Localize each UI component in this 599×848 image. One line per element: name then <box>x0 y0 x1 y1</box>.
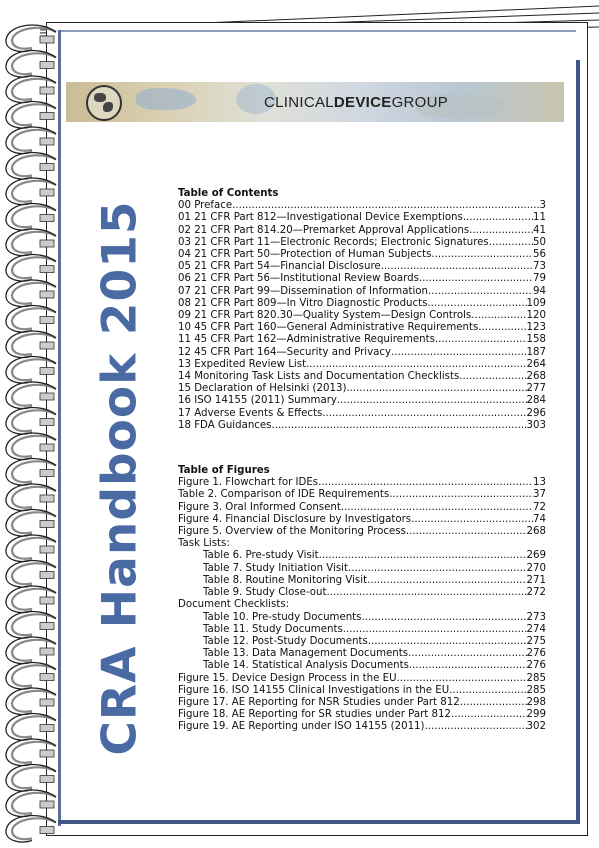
toc-entry[interactable] <box>178 359 546 371</box>
spiral-ring <box>6 382 56 409</box>
tof-entry[interactable] <box>178 563 546 575</box>
spiral-ring <box>6 76 56 103</box>
tof-entry-page: 72 <box>533 501 546 513</box>
leader-dots <box>409 660 527 672</box>
tof-entry-page: 37 <box>533 489 546 501</box>
spiral-ring <box>6 306 56 333</box>
toc-entry-page: 303 <box>526 419 546 431</box>
leader-dots <box>478 322 526 334</box>
leader-dots <box>451 709 527 721</box>
toc-entry-page: 123 <box>526 322 546 334</box>
page-edge-top <box>58 30 576 32</box>
leader-dots <box>306 359 526 371</box>
tof-entry-page: 298 <box>526 696 546 708</box>
tof-entry-title: Figure 5. Overview of the Monitoring Process <box>178 526 406 538</box>
leader-dots <box>318 477 533 489</box>
tof-entry[interactable] <box>178 673 546 685</box>
tof-entry-title: Document Checklists: <box>178 599 290 611</box>
tof-heading: Table of Figures <box>178 465 270 477</box>
leader-dots <box>463 212 533 224</box>
tof-entry[interactable] <box>178 709 546 721</box>
toc-entry-title: 07 21 CFR Part 99—Dissemination of Information <box>178 285 428 297</box>
contents-area <box>178 188 546 734</box>
spiral-ring <box>6 790 56 817</box>
leader-dots <box>428 286 533 298</box>
toc-entry-page: 158 <box>526 334 546 346</box>
toc-entry[interactable] <box>178 225 546 237</box>
toc-entry-title: 10 45 CFR Part 160—General Administrative Requirements <box>178 322 479 334</box>
toc-entry-title: 15 Declaration of Helsinki (2013) <box>178 383 347 395</box>
tof-entry[interactable] <box>178 624 546 636</box>
tof-entry-title: Table 13. Data Management Documents <box>203 648 409 660</box>
toc-heading: Table of Contents <box>178 188 279 199</box>
toc-entry[interactable] <box>178 237 546 249</box>
leader-dots <box>459 371 526 383</box>
toc-entry[interactable] <box>178 408 546 420</box>
toc-entry-title: 18 FDA Guidances <box>178 419 272 431</box>
leader-dots <box>343 624 527 636</box>
leader-dots <box>319 550 527 562</box>
toc-entry[interactable] <box>178 322 546 334</box>
tof-entry-title: Figure 3. Oral Informed Consent <box>178 501 341 513</box>
leader-dots <box>346 383 526 395</box>
spiral-ring <box>6 561 56 588</box>
tof-entry-page: 270 <box>526 562 546 574</box>
spiral-ring <box>6 535 56 562</box>
leader-dots <box>469 225 533 237</box>
leader-dots <box>427 298 526 310</box>
tof-entry-title: Table 6. Pre-study Visit <box>203 550 319 562</box>
tof-entry-page: 285 <box>526 684 546 696</box>
toc-entry[interactable] <box>178 212 546 224</box>
leader-dots <box>389 489 533 501</box>
toc-entry-title: 05 21 CFR Part 54—Financial Disclosure <box>178 261 381 273</box>
toc-entry-page: 268 <box>526 371 546 383</box>
tof-entry[interactable] <box>178 721 546 733</box>
toc-entry-title: 02 21 CFR Part 814.20—Premarket Approval Applications <box>178 224 470 236</box>
toc-entry-title: 08 21 CFR Part 809—In Vitro Diagnostic Products <box>178 297 428 309</box>
spiral-ring <box>6 714 56 741</box>
tof-entry-title: Table 14. Statistical Analysis Documents <box>203 660 409 672</box>
tof-entry-title: Table 2. Comparison of IDE Requirements <box>178 489 390 501</box>
toc-entry[interactable] <box>178 347 546 359</box>
toc-entry-title: 01 21 CFR Part 812—Investigational Device Exemptions <box>178 212 463 224</box>
tof-entry <box>178 599 546 611</box>
leader-dots <box>322 408 526 420</box>
toc-entry-page: 296 <box>526 407 546 419</box>
tof-entry-page: 273 <box>526 611 546 623</box>
spiral-ring <box>6 816 56 843</box>
leader-dots <box>271 420 526 432</box>
tof-entry-title: Table 7. Study Initiation Visit <box>203 562 349 574</box>
tof-entry-title: Figure 1. Flowchart for IDEs <box>178 477 319 489</box>
tof-entry-page: 302 <box>526 721 546 733</box>
spiral-ring <box>6 765 56 792</box>
leader-dots <box>425 721 527 733</box>
toc-list <box>178 200 546 432</box>
leader-dots <box>348 563 527 575</box>
toc-entry-page: 187 <box>526 346 546 358</box>
tof-entry[interactable] <box>178 587 546 599</box>
tof-entry-page: 271 <box>526 574 546 586</box>
toc-entry-page: 73 <box>533 261 546 273</box>
toc-entry-title: 16 ISO 14155 (2011) Summary <box>178 395 337 407</box>
tof-entry[interactable] <box>178 648 546 660</box>
spiral-ring <box>6 663 56 690</box>
tof-entry-page: 274 <box>526 623 546 635</box>
leader-dots <box>435 334 527 346</box>
toc-entry[interactable] <box>178 310 546 322</box>
toc-entry[interactable] <box>178 273 546 285</box>
spiral-binding <box>0 0 60 848</box>
toc-entry-page: 41 <box>533 224 546 236</box>
toc-entry-page: 11 <box>533 212 546 224</box>
leader-dots <box>408 648 527 660</box>
spiral-ring <box>6 204 56 231</box>
tof-entry-page: 285 <box>526 672 546 684</box>
tof-entry[interactable] <box>178 685 546 697</box>
tof-entry-page: 74 <box>533 513 546 525</box>
tof-entry[interactable] <box>178 514 546 526</box>
toc-entry-page: 264 <box>526 358 546 370</box>
leader-dots <box>232 200 539 212</box>
page-edge-right <box>576 60 580 824</box>
tof-entry-title: Figure 17. AE Reporting for NSR Studies under Part 812 <box>178 696 460 708</box>
spiral-ring <box>6 102 56 129</box>
leader-dots <box>406 526 527 538</box>
spiral-ring <box>6 739 56 766</box>
leader-dots <box>460 697 527 709</box>
leader-dots <box>419 273 533 285</box>
toc-entry[interactable] <box>178 420 546 432</box>
toc-entry-page: 56 <box>533 249 546 261</box>
tof-entry-title: Table 9. Study Close-out <box>203 587 327 599</box>
brand-prefix: CLINICAL <box>264 94 334 111</box>
toc-entry-title: 03 21 CFR Part 11—Electronic Records; Electronic Signatures <box>178 236 489 248</box>
toc-entry-title: 00 Preface <box>178 200 233 212</box>
tof-entry[interactable] <box>178 526 546 538</box>
spiral-ring <box>6 25 56 52</box>
toc-entry-page: 120 <box>526 310 546 322</box>
toc-entry-title: 04 21 CFR Part 50—Protection of Human Subjects <box>178 249 432 261</box>
brand-suffix: GROUP <box>391 94 449 111</box>
tof-entry-title: Figure 18. AE Reporting for SR studies under Part 812 <box>178 709 451 721</box>
spiral-ring <box>6 586 56 613</box>
vertical-title: CRA Handbook 2015 <box>92 200 148 756</box>
toc-entry-page: 284 <box>526 395 546 407</box>
spiral-ring <box>6 433 56 460</box>
tof-entry-title: Figure 19. AE Reporting under ISO 14155 (2011) <box>178 721 425 733</box>
tof-entry[interactable] <box>178 697 546 709</box>
spiral-ring <box>6 510 56 537</box>
spiral-ring <box>6 637 56 664</box>
leader-dots <box>327 587 527 599</box>
tof-entry-page: 268 <box>526 526 546 538</box>
toc-entry-title: 09 21 CFR Part 820.30—Quality System—Design Controls <box>178 310 472 322</box>
tof-entry[interactable] <box>178 550 546 562</box>
globe-logo-icon <box>86 85 122 121</box>
tof-entry-page: 299 <box>526 709 546 721</box>
tof-entry-page: 269 <box>526 550 546 562</box>
spiral-ring <box>6 612 56 639</box>
spiral-ring <box>6 484 56 511</box>
spiral-ring <box>6 255 56 282</box>
spiral-ring <box>6 357 56 384</box>
spiral-ring <box>6 331 56 358</box>
leader-dots <box>361 612 526 624</box>
leader-dots <box>397 673 527 685</box>
tof-entry-page: 276 <box>526 648 546 660</box>
toc-entry-page: 79 <box>533 273 546 285</box>
leader-dots <box>368 636 527 648</box>
brand-bold: DEVICE <box>333 94 392 111</box>
spiral-ring <box>6 459 56 486</box>
tof-entry-page: 272 <box>526 587 546 599</box>
leader-dots <box>381 261 533 273</box>
tof-entry[interactable] <box>178 502 546 514</box>
spiral-ring <box>6 280 56 307</box>
leader-dots <box>471 310 526 322</box>
toc-entry[interactable] <box>178 249 546 261</box>
banner-map-shape <box>136 88 196 110</box>
toc-entry[interactable] <box>178 383 546 395</box>
tof-entry-title: Figure 4. Financial Disclosure by Investigators <box>178 513 412 525</box>
tof-entry-title: Task Lists: <box>178 538 230 550</box>
tof-entry-page: 13 <box>533 477 546 489</box>
leader-dots <box>449 685 526 697</box>
tof-entry[interactable] <box>178 575 546 587</box>
tof-entry[interactable] <box>178 636 546 648</box>
spiral-ring <box>6 408 56 435</box>
leader-dots <box>431 249 533 261</box>
leader-dots <box>367 575 526 587</box>
toc-entry-title: 14 Monitoring Task Lists and Documentation Checklists <box>178 371 460 383</box>
tof-entry-title: Table 8. Routine Monitoring Visit <box>203 574 368 586</box>
spiral-ring <box>6 229 56 256</box>
toc-entry-page: 94 <box>533 285 546 297</box>
brand-name <box>264 94 448 111</box>
toc-entry-title: 11 45 CFR Part 162—Administrative Requirements <box>178 334 435 346</box>
leader-dots <box>391 347 527 359</box>
tof-entry-title: Table 12. Post-Study Documents <box>203 635 368 647</box>
toc-entry-page: 109 <box>526 297 546 309</box>
header-banner <box>66 82 564 122</box>
tof-entry[interactable] <box>178 660 546 672</box>
toc-entry[interactable] <box>178 371 546 383</box>
leader-dots <box>411 514 533 526</box>
toc-entry[interactable] <box>178 298 546 310</box>
spiral-ring <box>6 688 56 715</box>
tof-entry-title: Table 11. Study Documents <box>203 623 343 635</box>
tof-entry <box>178 538 546 550</box>
tof-entry[interactable] <box>178 477 546 489</box>
tof-entry-title: Figure 16. ISO 14155 Clinical Investigations in the EU <box>178 684 450 696</box>
spiral-ring <box>6 178 56 205</box>
spiral-ring <box>6 153 56 180</box>
toc-entry-page: 277 <box>526 383 546 395</box>
tof-entry-page: 276 <box>526 660 546 672</box>
spiral-ring <box>6 51 56 78</box>
leader-dots <box>341 502 533 514</box>
tof-entry[interactable] <box>178 489 546 501</box>
toc-entry[interactable] <box>178 286 546 298</box>
page-edge-bottom <box>58 820 580 824</box>
toc-entry[interactable] <box>178 261 546 273</box>
tof-entry-title: Figure 15. Device Design Process in the EU <box>178 672 397 684</box>
toc-entry-title: 17 Adverse Events & Effects <box>178 407 323 419</box>
spiral-ring <box>6 127 56 154</box>
toc-entry-title: 12 45 CFR Part 164—Security and Privacy <box>178 346 392 358</box>
tof-list <box>178 477 546 733</box>
toc-entry[interactable] <box>178 395 546 407</box>
toc-entry-page: 50 <box>533 236 546 248</box>
leader-dots <box>489 237 533 249</box>
toc-entry-title: 06 21 CFR Part 56—Institutional Review Boards <box>178 273 419 285</box>
toc-entry[interactable] <box>178 334 546 346</box>
toc-entry-page: 3 <box>539 200 546 212</box>
toc-entry[interactable] <box>178 200 546 212</box>
toc-entry-title: 13 Expedited Review List <box>178 358 307 370</box>
tof-entry-title: Table 10. Pre-study Documents <box>203 611 362 623</box>
tof-entry-page: 275 <box>526 635 546 647</box>
tof-entry[interactable] <box>178 612 546 624</box>
leader-dots <box>337 395 527 407</box>
